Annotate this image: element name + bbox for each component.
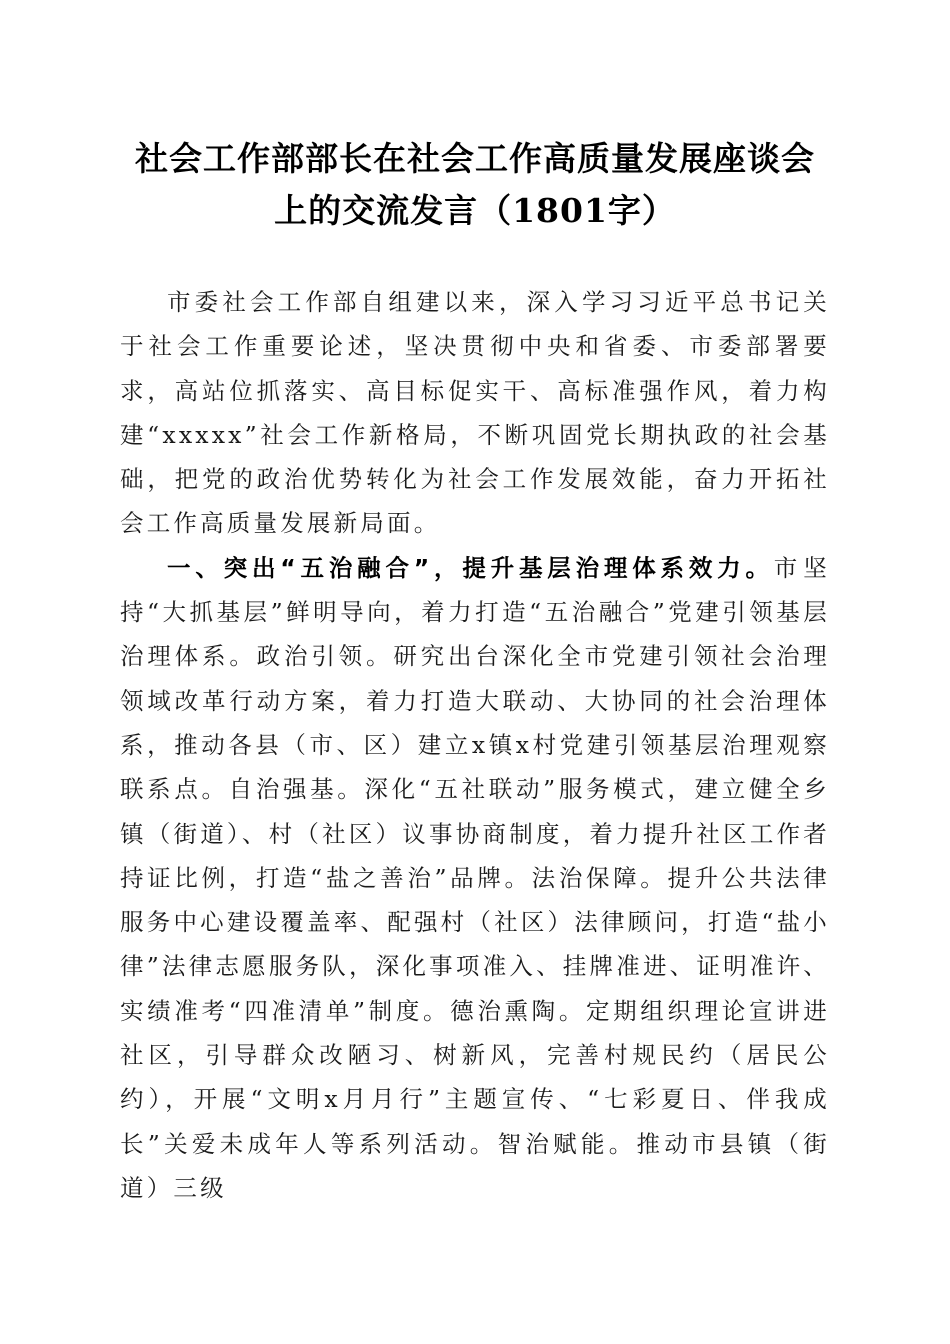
document-body <box>120 280 830 1210</box>
document-title <box>110 133 840 237</box>
section-1-heading: 一、突出“五治融合”，提升基层治理体系效力。 <box>167 553 774 582</box>
intro-paragraph: 市委社会工作部自组建以来，深入学习习近平总书记关于社会工作重要论述，坚决贯彻中央和省委、市委部署要求，高站位抓落实、高目标促实干、高标准强作风，着力构建“xxxxx”社会工作新格局，不断巩固党长期执政的社会基础，把党的政治优势转化为社会工作发展效能，奋力开拓社会工作高质量发展新局面。 <box>120 288 830 538</box>
section-1-paragraph <box>120 546 830 1210</box>
title-line-2: 上的交流发言（1801字） <box>274 191 676 230</box>
title-line-1: 社会工作部部长在社会工作高质量发展座谈会 <box>135 139 815 178</box>
section-1-body: 市坚持“大抓基层”鲜明导向，着力打造“五治融合”党建引领基层治理体系。政治引领。研究出台深化全市党建引领社会治理领域改革行动方案，着力打造大联动、大协同的社会治理体系，推动各县（市、区）建立x镇x村党建引领基层治理观察联系点。自治强基。深化“五社联动”服务模式，建立健全乡镇（街道）、村（社区）议事协商制度，着力提升社区工作者持证比例，打造“盐之善治”品牌。法治保障。提升公共法律服务中心建设覆盖率、配强村（社区）法律顾问，打造“盐小律”法律志愿服务队，深化事项准入、挂牌准进、证明准许、实绩准考“四准清单”制度。德治熏陶。定期组织理论宣讲进社区，引导群众改陋习、树新风，完善村规民约（居民公约），开展“文明x月月行”主题宣传、“七彩夏日、伴我成长”关爱未成年人等系列活动。智治赋能。推动市县镇（街道）三级 <box>120 553 830 1202</box>
